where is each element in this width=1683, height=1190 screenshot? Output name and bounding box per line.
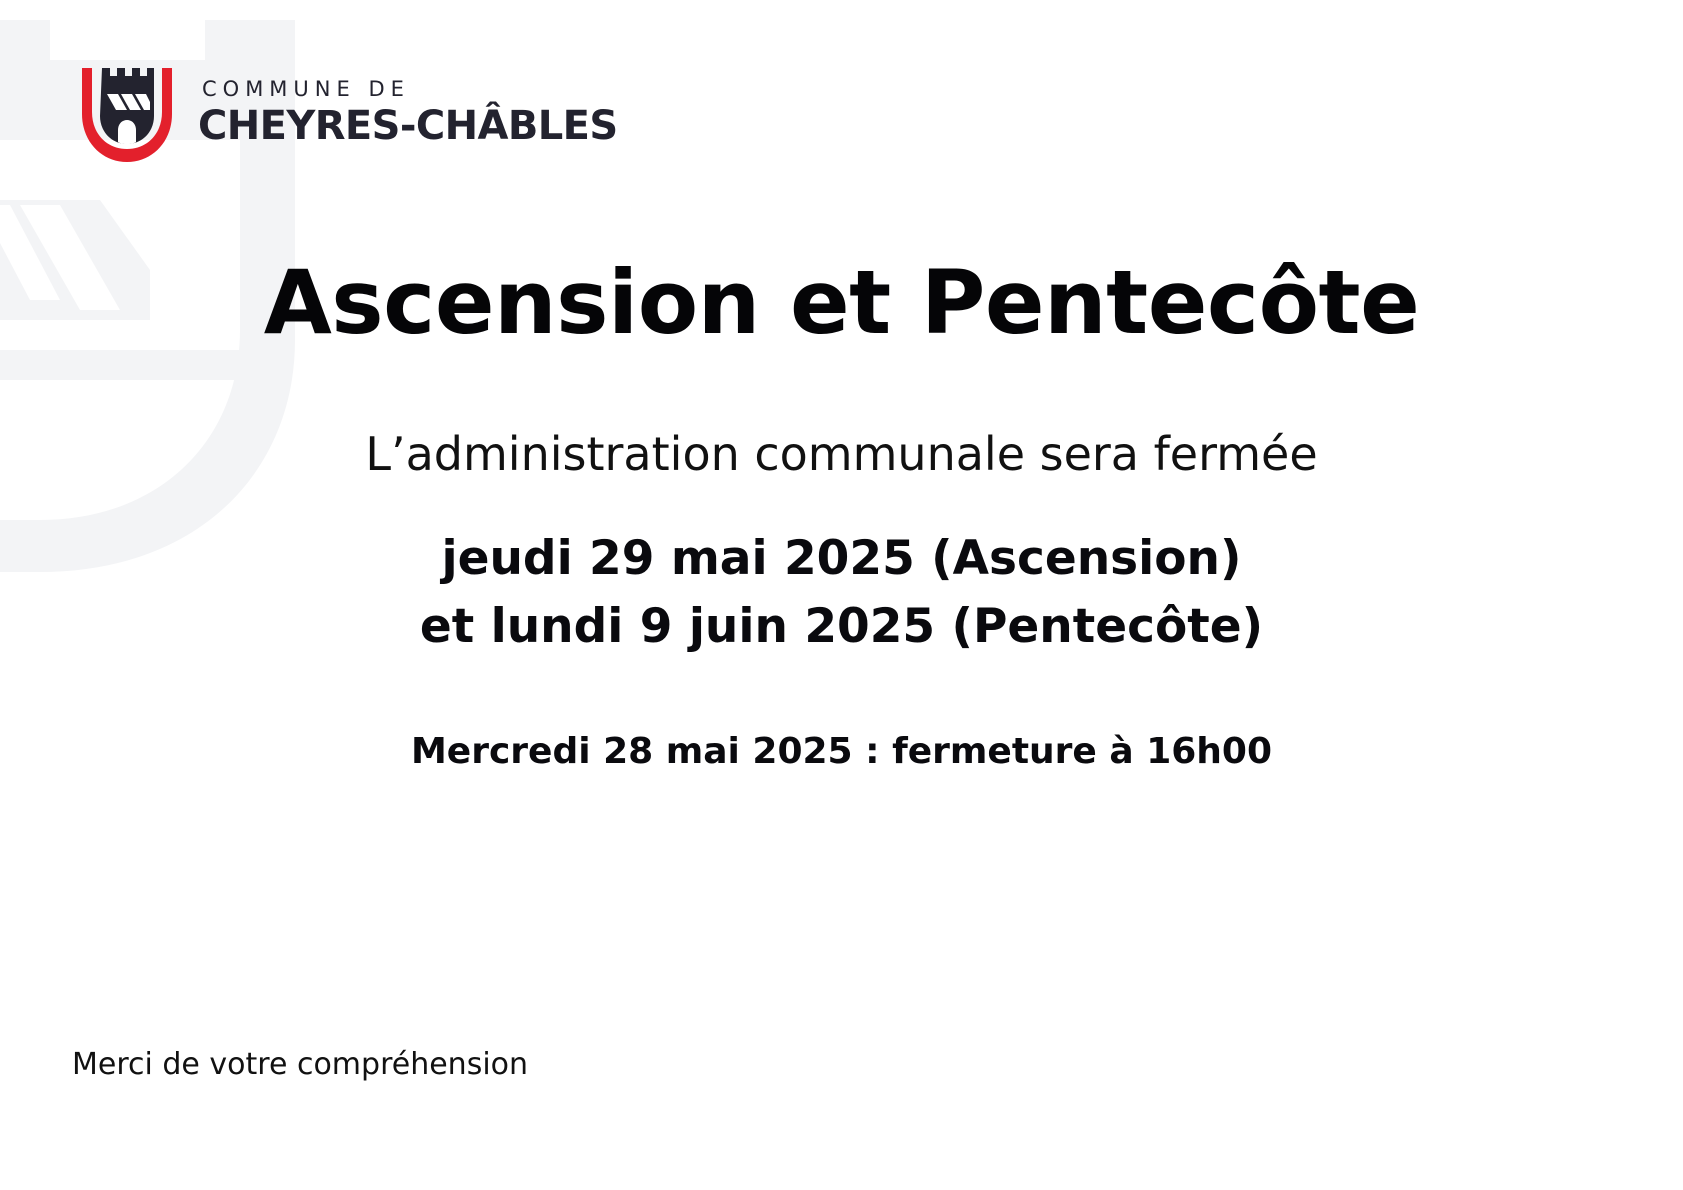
commune-logo	[80, 64, 618, 164]
closure-date-pentecost: et lundi 9 juin 2025 (Pentecôte)	[419, 599, 1264, 654]
thanks-message: Merci de votre compréhension	[72, 1047, 529, 1082]
logo-wordmark	[198, 77, 618, 151]
closure-date-ascension: jeudi 29 mai 2025 (Ascension)	[441, 531, 1242, 586]
logo-subtitle: COMMUNE DE	[202, 77, 410, 101]
notice-intro: L’administration communale sera fermée	[365, 427, 1318, 481]
castle-shield-icon	[80, 64, 174, 164]
notice-title: Ascension et Pentecôte	[263, 251, 1420, 354]
logo-commune-name: CHEYRES-CHÂBLES	[198, 103, 618, 149]
early-closing-notice: Mercredi 28 mai 2025 : fermeture à 16h00	[410, 731, 1273, 772]
